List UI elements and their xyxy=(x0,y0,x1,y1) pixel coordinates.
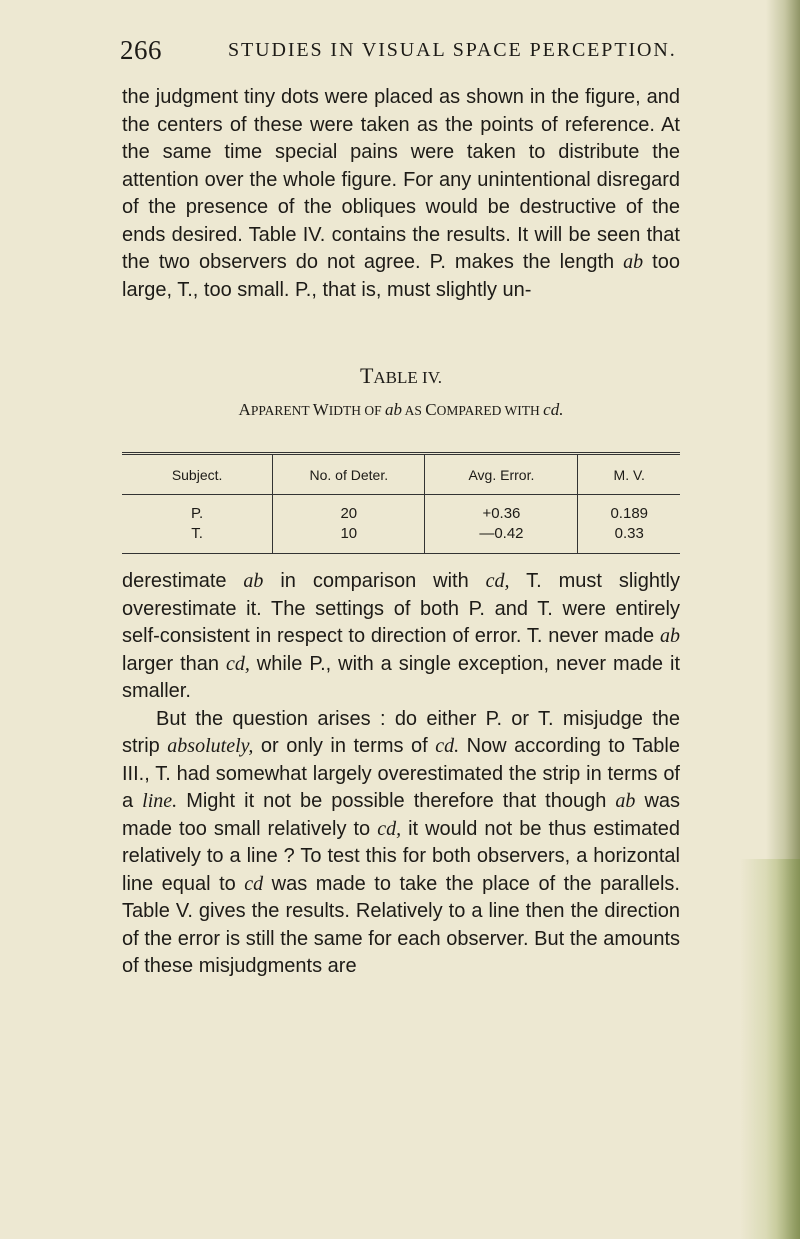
results-table xyxy=(122,452,680,554)
page-number: 266 xyxy=(120,35,162,65)
cell-determinations: 20 xyxy=(273,495,425,525)
header-average-error: Avg. Error. xyxy=(425,454,578,495)
table-row xyxy=(122,524,680,554)
header-number-of-determinations: No. of Deter. xyxy=(273,454,425,495)
page-edge-stain xyxy=(740,859,800,1239)
header-subject: Subject. xyxy=(122,454,273,495)
cell-mean-variation: 0.33 xyxy=(578,524,680,554)
paragraph-text: the judgment tiny dots were placed as shown in the figure, and the centers of these were taken as the points of reference. At the same time special pains were taken to distribute the attention over the whole figure. For any unintentional disregard of the presence of the obliques would be destructive of the ends desired. Table IV. contains the results. It will be seen that the two observers do not agree. P. makes the length ab too large, T., too small. P., that is, must slightly un- xyxy=(122,86,680,301)
cell-mean-variation: 0.189 xyxy=(578,495,680,525)
cell-average-error: +0.36 xyxy=(425,495,578,525)
paragraph-continuation xyxy=(122,568,680,981)
table-row xyxy=(122,495,680,525)
cell-subject: P. xyxy=(190,505,204,522)
paragraph-underestimate: derestimate ab in comparison with cd, T. must slightly overestimate it. The settings of both P. and T. were entirely self-consistent in respect to direction of error. T. never made ab larger than cd, while P., with a single exception, never made it smaller. xyxy=(122,570,680,702)
running-title: STUDIES IN VISUAL SPACE PERCEPTION. xyxy=(228,39,677,61)
header-mean-variation: M. V. xyxy=(578,454,680,495)
cell-subject: T. xyxy=(122,524,273,554)
table-title: TABLE IV. xyxy=(359,363,443,388)
paragraph-question: But the question arises : do either P. or T. misjudge the strip absolutely, or only in terms of cd. Now according to Table III., T. had somewhat largely overestimated the strip in terms of a line. Might it not be possible therefore that though ab was made too small relatively to cd, it would not be thus estimated relatively to a line ? To test this for both observers, a horizontal line equal to cd was made to take the place of the parallels. Table V. gives the results. Relatively to a line then the direction of the error is still the same for each observer. But the amounts of these misjudgments are xyxy=(122,707,681,977)
running-head xyxy=(120,30,680,70)
cell-average-error: —0.42 xyxy=(425,524,578,554)
italic-ab: ab xyxy=(623,251,644,273)
cell-determinations: 10 xyxy=(273,524,425,554)
table-header-row xyxy=(122,454,680,495)
table-caption: APPARENT WIDTH OF ab AS COMPARED WITH cd. xyxy=(238,400,564,419)
paragraph-judgment xyxy=(122,84,680,304)
